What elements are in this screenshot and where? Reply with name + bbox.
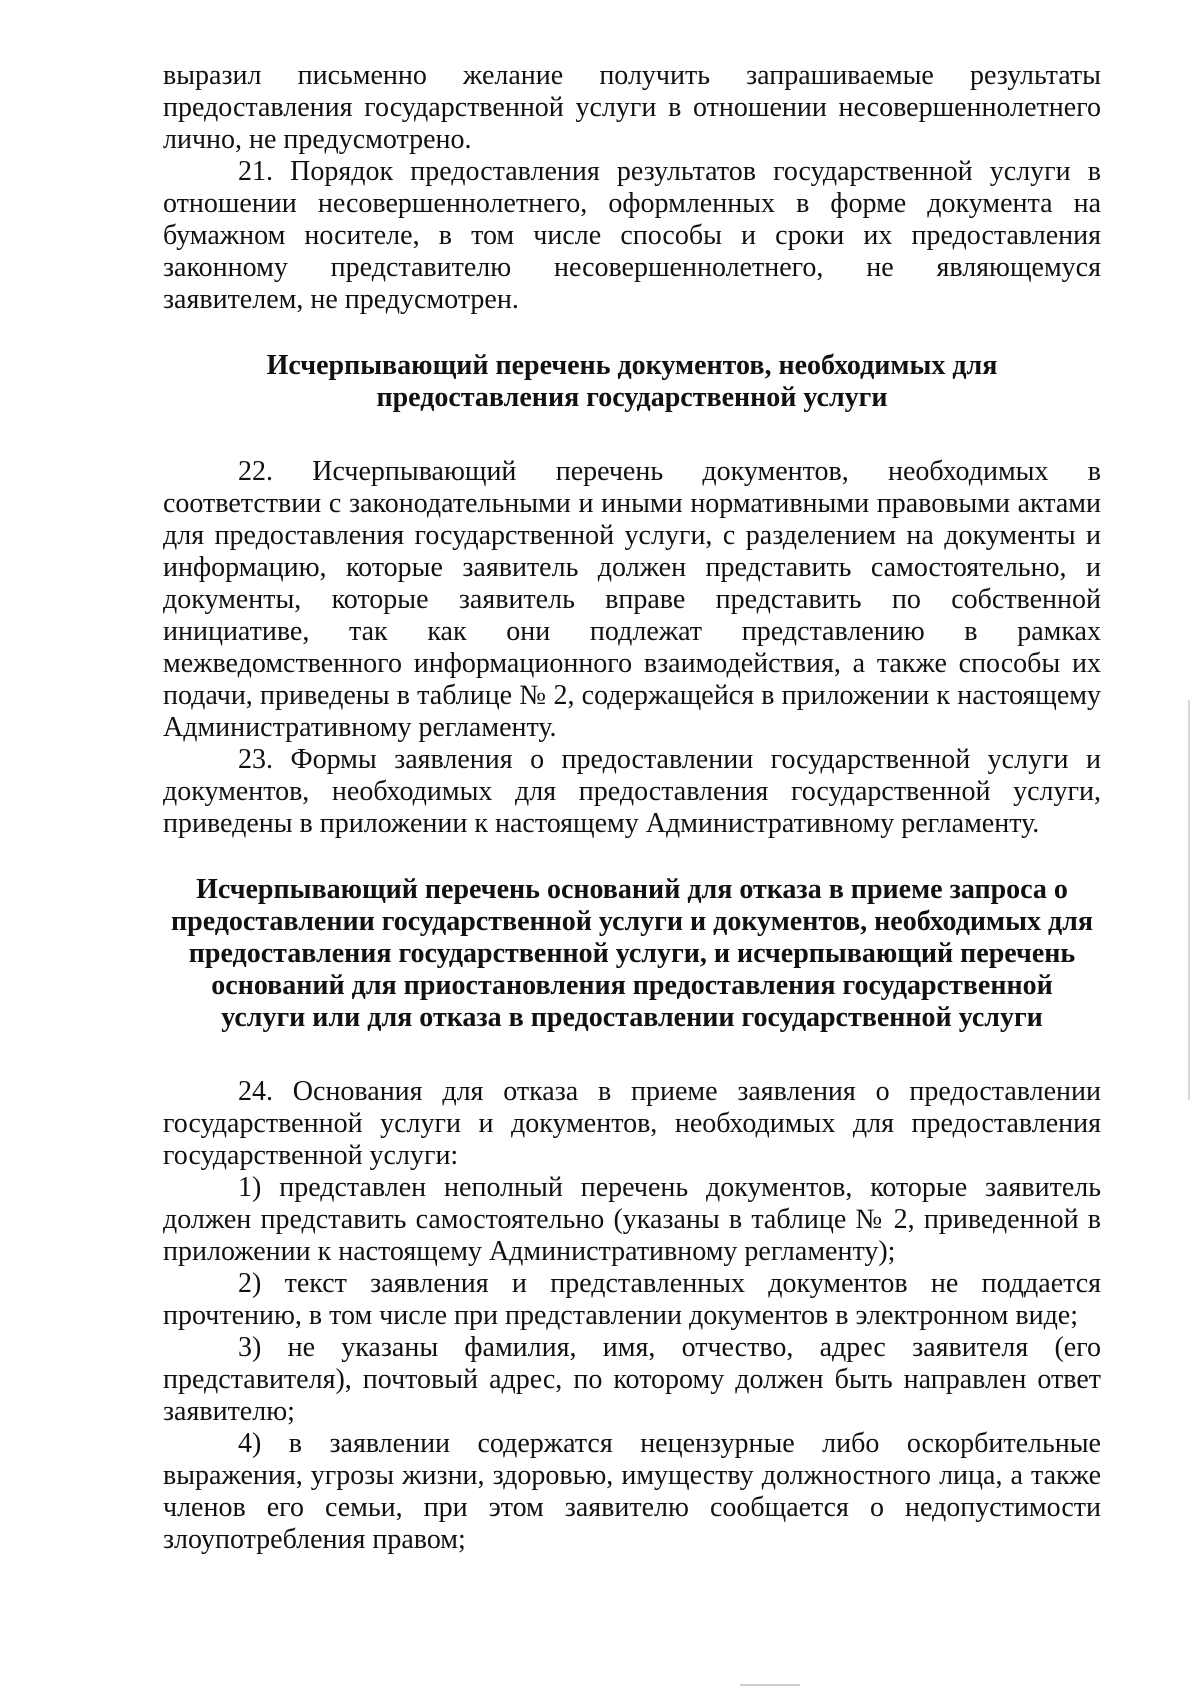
scan-bottom-mark xyxy=(740,1684,800,1686)
heading-line: предоставлении государственной услуги и документов, необходимых для xyxy=(170,906,1094,937)
heading-line: предоставления государственной услуги, и исчерпывающий перечень xyxy=(188,938,1076,969)
paragraph-24: 24. Основания для отказа в приеме заявления о предоставлении государственной услуги и документов, необходимых для предоставления государственной услуги: xyxy=(163,1076,1101,1171)
spacer xyxy=(163,414,1101,456)
list-item-3: 3) не указаны фамилия, имя, отчество, адрес заявителя (его представителя), почтовый адрес, по которому должен быть направлен ответ заявителю; xyxy=(163,1332,1101,1427)
heading-line: услуги или для отказа в предоставлении государственной услуги xyxy=(221,1002,1043,1033)
paragraph-continuation: выразил письменно желание получить запрашиваемые результаты предоставления государственной услуги в отношении несовершеннолетнего лично, не предусмотрено. xyxy=(163,60,1101,155)
paragraph-22: 22. Исчерпывающий перечень документов, необходимых в соответствии с законодательными и иными нормативными правовыми актами для предоставления государственной услуги, с разделением на документы и информацию, которые заявитель должен представить самостоятельно, и документы, которые заявитель вправе представить по собственной инициативе, так как они подлежат представлению в рамках межведомственного информационного взаимодействия, а также способы их подачи, приведены в таблице № 2, содержащейся в приложении к настоящему Административному регламенту. xyxy=(163,456,1101,743)
list-item-4: 4) в заявлении содержатся нецензурные либо оскорбительные выражения, угрозы жизни, здоровью, имуществу должностного лица, а также членов его семьи, при этом заявителю сообщается о недопустимости злоупотребления правом; xyxy=(163,1428,1101,1555)
heading-line: Исчерпывающий перечень оснований для отказа в приеме запроса о xyxy=(196,874,1068,905)
section-heading-documents xyxy=(163,350,1101,414)
spacer xyxy=(163,316,1101,350)
scan-edge-mark xyxy=(1188,700,1190,1100)
section-heading-refusal-grounds xyxy=(163,874,1101,1034)
list-item-1: 1) представлен неполный перечень документов, которые заявитель должен представить самостоятельно (указаны в таблице № 2, приведенной в приложении к настоящему Административному регламенту); xyxy=(163,1172,1101,1267)
paragraph-23: 23. Формы заявления о предоставлении государственной услуги и документов, необходимых для предоставления государственной услуги, приведены в приложении к настоящему Административному регламенту. xyxy=(163,744,1101,839)
heading-line: оснований для приостановления предоставления государственной xyxy=(211,970,1053,1001)
document-body xyxy=(163,60,1101,1556)
spacer xyxy=(163,1034,1101,1076)
list-item-2: 2) текст заявления и представленных документов не поддается прочтению, в том числе при представлении документов в электронном виде; xyxy=(163,1268,1101,1331)
heading-line: предоставления государственной услуги xyxy=(376,382,888,413)
heading-line: Исчерпывающий перечень документов, необходимых для xyxy=(266,350,998,381)
spacer xyxy=(163,840,1101,874)
paragraph-21: 21. Порядок предоставления результатов государственной услуги в отношении несовершеннолетнего, оформленных в форме документа на бумажном носителе, в том числе способы и сроки их предоставления законному представителю несовершеннолетнего, не являющемуся заявителем, не предусмотрен. xyxy=(163,156,1101,315)
